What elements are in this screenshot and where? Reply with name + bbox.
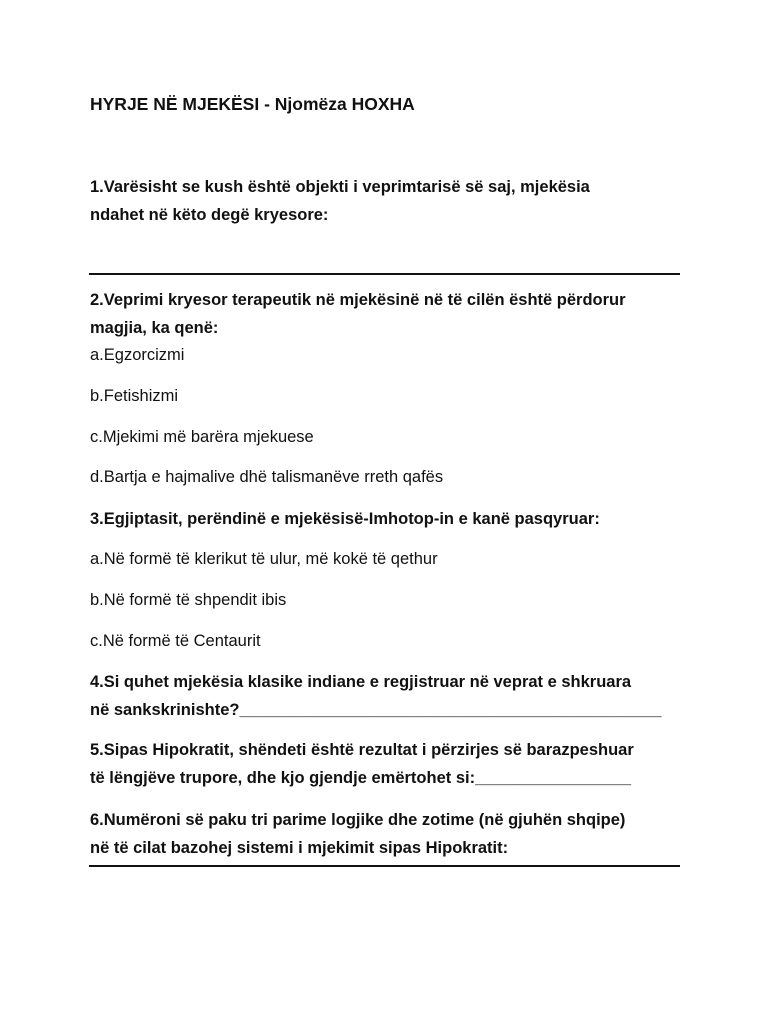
question-3-option-c: c.Në formë të Centaurit	[90, 632, 261, 650]
question-2-option-d: d.Bartja e hajmalive dhë talismanëve rreth qafës	[90, 468, 444, 486]
document-title: HYRJE NË MJEKËSI - Njomëza HOXHA	[90, 94, 415, 114]
question-2-line-1: 2.Veprimi kryesor terapeutik në mjekësinë në të cilën është përdorur	[90, 291, 626, 309]
question-2-option-b: b.Fetishizmi	[90, 387, 179, 405]
question-3-option-a: a.Në formë të klerikut të ulur, më kokë të qethur	[90, 550, 438, 568]
question-1-line-2: ndahet në këto degë kryesore:	[90, 206, 329, 224]
answer-line-6	[89, 865, 680, 867]
question-6-line-2: në të cilat bazohej sistemi i mjekimit sipas Hipokratit:	[90, 839, 509, 857]
question-4-line-2: në sankskrinishte?______________________________________________	[90, 701, 662, 719]
question-5-line-2: të lëngjëve trupore, dhe kjo gjendje emërtohet si:_________________	[90, 769, 632, 787]
question-1-line-1: 1.Varësisht se kush është objekti i veprimtarisë së saj, mjekësia	[90, 178, 590, 196]
answer-line-1	[89, 273, 680, 275]
question-2-option-a: a.Egzorcizmi	[90, 346, 185, 364]
question-2-line-2: magjia, ka qenë:	[90, 319, 219, 337]
question-3-line-1: 3.Egjiptasit, perëndinë e mjekësisë-Imhotop-in e kanë pasqyruar:	[90, 510, 600, 528]
question-3-option-b: b.Në formë të shpendit ibis	[90, 591, 287, 609]
question-2-option-c: c.Mjekimi më barëra mjekuese	[90, 428, 314, 446]
question-6-line-1: 6.Numëroni së paku tri parime logjike dhe zotime (në gjuhën shqipe)	[90, 811, 626, 829]
question-5-line-1: 5.Sipas Hipokratit, shëndeti është rezultat i përzirjes së barazpeshuar	[90, 741, 634, 759]
question-4-line-1: 4.Si quhet mjekësia klasike indiane e regjistruar në veprat e shkruara	[90, 673, 632, 691]
